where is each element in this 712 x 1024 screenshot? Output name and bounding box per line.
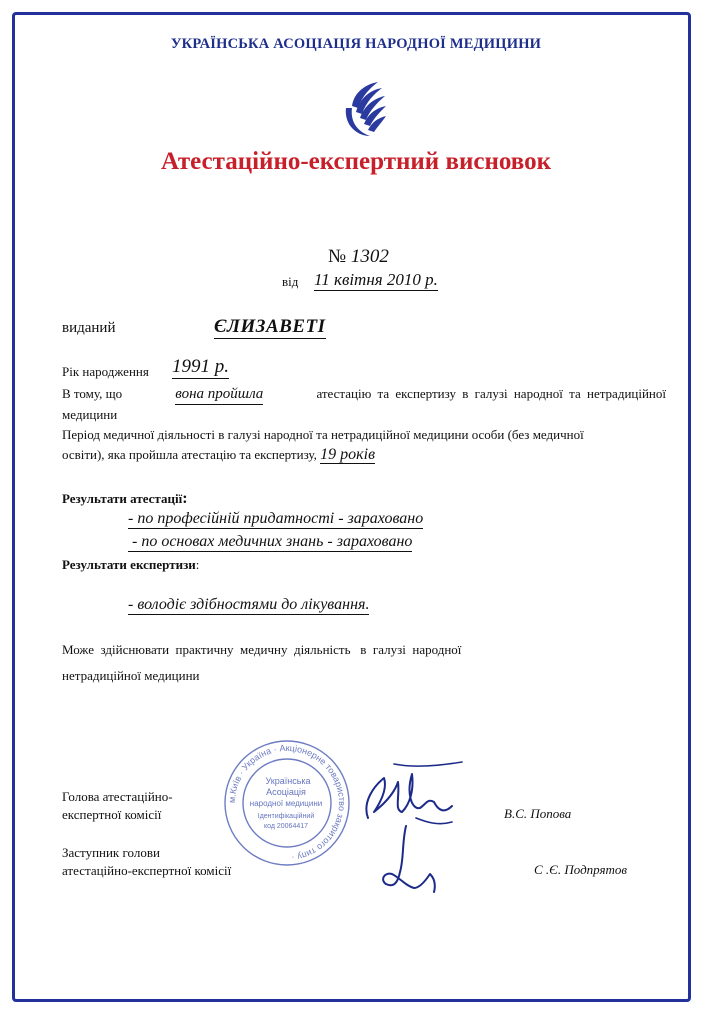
number-value: 1302 <box>350 246 389 267</box>
organization-name: УКРАЇНСЬКА АСОЦІАЦІЯ НАРОДНОЇ МЕДИЦИНИ <box>170 36 542 52</box>
statement-paragraph <box>62 384 666 465</box>
statement-rest: атестацію та експертизу в галузі народної та нетрадиційної <box>316 386 666 401</box>
round-stamp <box>222 738 352 868</box>
conclusion-line2: нетрадиційної медицини <box>62 668 200 683</box>
attestation-colon: : <box>182 490 188 507</box>
number-prefix: № <box>328 246 347 267</box>
period-line2: освіти), яка пройшла атестацію та експертизу, <box>62 447 317 462</box>
expertise-colon: : <box>195 557 200 572</box>
chair-title-line1: Голова атестаційно- <box>62 789 173 804</box>
deputy-title <box>62 844 231 880</box>
certificate-date: 11 квітня 2010 р. <box>314 270 438 289</box>
chair-title <box>62 788 173 824</box>
statement-subject: вона пройшла <box>175 384 263 405</box>
expertise-item: - володіє здібностями до лікування. <box>128 596 370 613</box>
attestation-item-1: - по професійній придатності - зараховано <box>128 510 424 527</box>
stamp-line3: народної медицини <box>249 799 323 808</box>
recipient-name: ЄЛИЗАВЕТІ <box>214 316 326 337</box>
stamp-line2: Асоціація <box>266 787 306 797</box>
birth-year: 1991 р. <box>172 356 229 377</box>
chair-title-line2: експертної комісії <box>62 807 162 822</box>
deputy-title-line2: атестаційно-експертної комісії <box>62 863 232 878</box>
stamp-line1: Українська <box>265 776 311 786</box>
stamp-line4: Ідентифікаційний <box>257 813 315 820</box>
chair-name: В.С. Попова <box>504 806 572 821</box>
deputy-signature <box>372 822 444 896</box>
date-prefix: від <box>282 274 299 289</box>
period-value: 19 років <box>320 446 376 463</box>
deputy-name: С .Є. Подпрятов <box>534 862 628 877</box>
flame-logo-icon <box>338 78 388 140</box>
expertise-label <box>62 557 199 573</box>
statement-prefix: В тому, що <box>62 386 123 401</box>
attestation-label-text: Результати атестації <box>62 491 183 506</box>
expertise-label-text: Результати експертизи <box>62 557 196 572</box>
stamp-line5: код 20064417 <box>263 823 309 830</box>
attestation-label <box>62 490 188 508</box>
birth-label: Рік народження <box>62 364 149 379</box>
certificate-number <box>328 246 389 268</box>
deputy-title-line1: Заступник голови <box>62 845 160 860</box>
period-line1: Період медичної діяльності в галузі народної та нетрадиційної медицини особи (без медичної <box>62 427 584 442</box>
attestation-item-2: - по основах медичних знань - зараховано <box>128 533 413 550</box>
document-title: Атестаційно-експертний висновок <box>161 148 551 175</box>
issued-label: виданий <box>62 320 116 336</box>
conclusion-line1: Може здійснювати практичну медичну діяльність в галузі народної <box>62 642 462 657</box>
statement-rest-line2: медицини <box>62 407 118 422</box>
stamp-ring-text: м.Київ · Україна · Акціонерне товариство закритого типу · <box>226 742 348 863</box>
